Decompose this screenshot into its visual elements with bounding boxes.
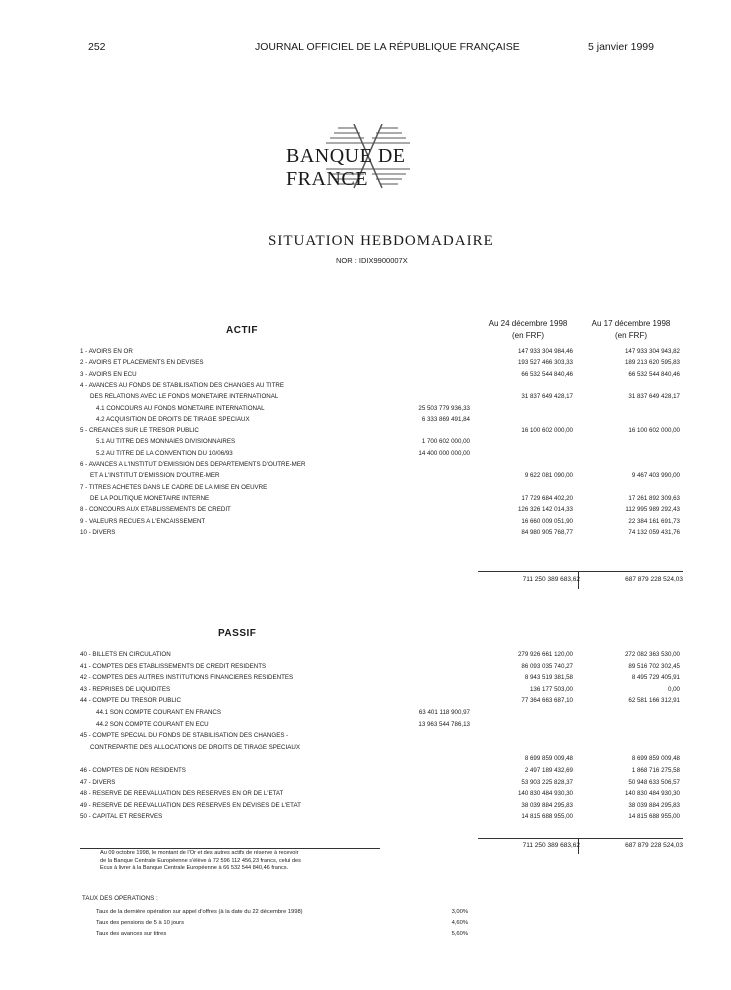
amount-17-dec: 0,00 [667,685,680,693]
banque-de-france-logo [268,124,468,190]
issue-date: 5 janvier 1999 [588,41,654,53]
column-header-17-dec [579,318,683,342]
row-label: 5 - CREANCES SUR LE TRESOR PUBLIC [80,427,199,435]
row-label: 7 - TITRES ACHETES DANS LE CADRE DE LA MISE EN OEUVRE [80,483,268,491]
amount-17-dec: 74 132 059 431,76 [628,528,680,536]
actif-heading: ACTIF [226,325,258,336]
note-line: Ecus à livrer à la Banque Centrale Européenne à 66 532 544 840,46 francs. [100,865,289,871]
amount-24-dec: 16 660 009 051,90 [521,517,573,525]
amount-24-dec: 147 933 304 984,46 [517,348,573,355]
row-label: 44.2 SON COMPTE COURANT EN ECU [96,720,209,728]
passif-total-24-dec: 711 250 389 683,62 [522,842,580,849]
amount-17-dec: 9 467 403 990,00 [631,472,680,480]
row-label: 9 - VALEURS RECUES A L'ENCAISSEMENT [80,517,206,525]
sub-amount: 25 503 779 936,33 [418,404,470,412]
note-line: de la Banque Centrale Européenne s'élève à 72 596 112 456,23 francs, celui des [100,857,301,864]
table-row [80,436,680,447]
table-row [80,414,680,425]
taux-row [96,918,468,928]
sub-amount: 13 963 544 786,13 [418,720,470,728]
row-label: 2 - AVOIRS ET PLACEMENTS EN DEVISES [80,359,204,367]
amount-24-dec: 14 815 688 955,00 [521,813,573,821]
table-row [80,695,680,706]
amount-24-dec: 193 527 466 303,33 [517,359,573,367]
table-row [80,391,680,402]
amount-24-dec: 84 980 905 768,77 [521,528,573,536]
row-label: 44 - COMPTE DU TRESOR PUBLIC [80,697,181,705]
row-label: 5.2 AU TITRE DE LA CONVENTION DU 10/06/93 [96,449,233,457]
table-row [80,403,680,414]
amount-17-dec: 8 699 859 009,48 [631,755,680,763]
table-row [80,504,680,515]
table-row [80,661,680,672]
row-label: 3 - AVOIRS EN ECU [80,370,137,378]
taux-value: 3,00% [451,909,468,915]
amount-24-dec: 66 532 544 840,46 [521,370,573,378]
document-title: SITUATION HEBDOMADAIRE [268,233,494,249]
table-row [80,470,680,481]
row-label: 47 - DIVERS [80,778,116,786]
note-rule [80,848,380,849]
actif-total-24-dec: 711 250 389 683,62 [522,576,580,583]
amount-17-dec: 31 837 649 428,17 [628,393,680,401]
amount-17-dec: 16 100 602 000,00 [628,427,680,435]
column-header-unit: (en FRF) [512,331,544,340]
amount-24-dec: 38 039 884 295,83 [521,801,573,809]
nor-reference: NOR : IDIX9900007X [336,256,408,265]
table-row [80,777,680,788]
amount-24-dec: 8 699 859 009,48 [524,755,573,763]
column-header-unit: (en FRF) [615,331,647,340]
taux-row [96,929,468,939]
row-label: 1 - AVOIRS EN OR [80,348,133,355]
note-line: Au 09 octobre 1998, le montant de l'Or et des autres actifs de réserve à recevoir [100,850,299,856]
row-label: 5.1 AU TITRE DES MONNAIES DIVISIONNAIRES [96,438,236,446]
amount-17-dec: 14 815 688 955,00 [628,813,680,821]
amount-24-dec: 16 100 602 000,00 [521,427,573,435]
table-row [80,742,680,753]
passif-heading: PASSIF [218,628,257,639]
row-label: 42 - COMPTES DES AUTRES INSTITUTIONS FINANCIERES RESIDENTES [80,674,294,682]
table-row [80,516,680,527]
table-row [80,527,680,538]
amount-17-dec: 89 516 702 302,45 [628,662,680,670]
table-row [80,649,680,660]
table-row [80,811,680,822]
row-label: 4.2 ACQUISITION DE DROITS DE TIRAGE SPECIAUX [96,415,250,423]
amount-24-dec: 2 497 189 432,69 [524,767,573,774]
row-label: 49 - RESERVE DE REEVALUATION DES RESERVES EN DEVISES DE L'ETAT [80,801,301,809]
amount-24-dec: 8 943 519 381,58 [524,674,573,682]
amount-17-dec: 66 532 544 840,46 [628,370,680,378]
row-label: 4 - AVANCES AU FONDS DE STABILISATION DES CHANGES AU TITRE [80,381,284,389]
taux-label: Taux de la dernière opération sur appel d'offres (à la date du 22 décembre 1998) [96,909,303,915]
amount-24-dec: 140 830 484 930,30 [517,790,573,798]
taux-heading: TAUX DES OPERATIONS : [82,895,158,902]
amount-17-dec: 1 868 716 275,58 [631,767,680,774]
table-row [80,707,680,718]
amount-24-dec: 9 622 081 090,00 [524,472,573,480]
amount-24-dec: 136 177 503,00 [529,685,573,693]
amount-24-dec: 126 326 142 014,33 [517,506,573,514]
sub-amount: 6 333 869 491,84 [421,415,470,423]
amount-17-dec: 22 384 161 691,73 [628,517,680,525]
amount-24-dec: 86 093 035 740,27 [521,662,573,670]
amount-24-dec: 77 364 663 687,10 [521,697,573,705]
logo-text: BANQUE DE FRANCE [286,145,406,190]
table-row [80,788,680,799]
row-label: 48 - RESERVE DE REEVALUATION DES RESERVES EN OR DE L'ETAT [80,790,284,798]
table-row [80,369,680,380]
row-label: 41 - COMPTES DES ETABLISSEMENTS DE CREDIT RESIDENTS [80,662,267,670]
sub-amount: 14 400 000 000,00 [418,449,470,457]
table-row [80,765,680,776]
amount-17-dec: 112 995 989 292,43 [625,506,680,514]
passif-total-17-dec: 687 879 228 524,03 [625,842,683,849]
actif-total-rule [478,571,683,572]
journal-title: JOURNAL OFFICIEL DE LA RÉPUBLIQUE FRANÇAISE [255,41,520,53]
row-label: ET A L'INSTITUT D'EMISSION D'OUTRE-MER [90,472,220,480]
sub-amount: 1 700 602 000,00 [421,438,470,446]
table-row [80,482,680,493]
row-label: 45 - COMPTE SPECIAL DU FONDS DE STABILISATION DES CHANGES - [80,732,289,740]
table-row [80,380,680,391]
amount-17-dec: 189 213 620 595,83 [624,359,680,367]
reserve-note [100,850,301,873]
table-row [80,730,680,741]
passif-total-rule [478,838,683,839]
amount-24-dec: 17 729 684 402,20 [521,494,573,502]
amount-17-dec: 17 261 892 309,63 [628,494,680,502]
amount-17-dec: 147 933 304 943,82 [624,348,680,355]
taux-row [96,907,468,917]
row-label: 43 - REPRISES DE LIQUIDITES [80,685,171,693]
table-row [80,346,680,357]
table-row [80,672,680,683]
amount-24-dec: 31 837 649 428,17 [521,393,573,401]
table-row [80,493,680,504]
amount-24-dec: 279 926 661 120,00 [517,651,573,658]
table-row [80,448,680,459]
row-label: 4.1 CONCOURS AU FONDS MONETAIRE INTERNATIONAL [96,404,265,412]
column-header-date: Au 24 décembre 1998 [488,319,568,328]
row-label: 8 - CONCOURS AUX ETABLISSEMENTS DE CREDIT [80,506,231,514]
table-row [80,425,680,436]
actif-total-17-dec: 687 879 228 524,03 [625,576,683,583]
page-number: 252 [88,41,106,53]
table-row [80,753,680,764]
amount-17-dec: 50 948 633 506,57 [628,778,680,786]
amount-17-dec: 272 082 363 530,00 [624,651,680,658]
taux-label: Taux des pensions de 5 à 10 jours [96,920,184,926]
amount-17-dec: 140 830 484 930,30 [624,790,680,798]
table-row [80,684,680,695]
row-label: DE LA POLITIQUE MONETAIRE INTERNE [90,494,210,502]
taux-label: Taux des avances sur titres [96,931,167,937]
column-header-24-dec [478,318,578,342]
row-label: CONTREPARTIE DES ALLOCATIONS DE DROITS DE TIRAGE SPECIAUX [90,743,300,751]
amount-24-dec: 53 903 225 828,37 [521,778,573,786]
amount-17-dec: 38 039 884 295,83 [628,801,680,809]
row-label: 44.1 SON COMPTE COURANT EN FRANCS [96,709,222,716]
table-row [80,719,680,730]
row-label: 46 - COMPTES DE NON RESIDENTS [80,767,186,774]
row-label: 50 - CAPITAL ET RESERVES [80,813,163,821]
taux-value: 4,60% [451,920,468,926]
taux-value: 5,60% [451,931,468,937]
amount-17-dec: 8 495 729 405,91 [631,674,680,682]
table-row [80,357,680,368]
sub-amount: 63 401 118 900,97 [418,709,470,716]
row-label: 6 - AVANCES A L'INSTITUT D'EMISSION DES DEPARTEMENTS D'OUTRE-MER [80,461,306,468]
row-label: 10 - DIVERS [80,528,116,536]
amount-17-dec: 62 581 166 312,91 [628,697,680,705]
table-row [80,459,680,470]
table-row [80,800,680,811]
row-label: 40 - BILLETS EN CIRCULATION [80,651,171,658]
column-header-date: Au 17 décembre 1998 [591,319,671,328]
row-label: DES RELATIONS AVEC LE FONDS MONETAIRE INTERNATIONAL [90,393,279,401]
